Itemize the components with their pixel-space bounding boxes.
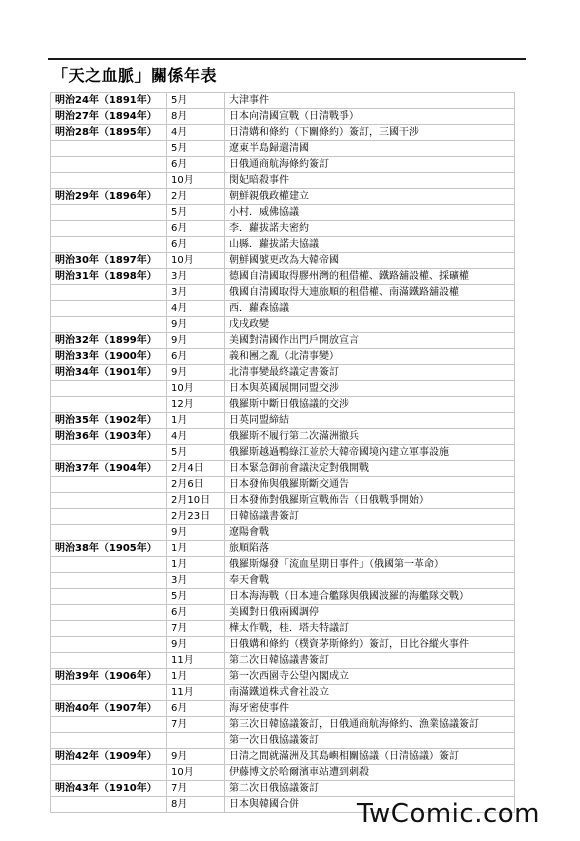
year-cell: 明治38年（1905年） [51, 541, 167, 557]
year-cell: 明治39年（1906年） [51, 669, 167, 685]
year-cell [51, 205, 167, 221]
table-row [51, 525, 515, 541]
month-cell: 6月 [167, 605, 225, 621]
table-row [51, 349, 515, 365]
month-cell [167, 733, 225, 749]
year-cell [51, 525, 167, 541]
event-cell: 日清之間就滿洲及其島嶼相關協議（日清協議）簽訂 [225, 749, 515, 765]
year-cell: 明治40年（1907年） [51, 701, 167, 717]
month-cell: 5月 [167, 141, 225, 157]
year-cell: 明治30年（1897年） [51, 253, 167, 269]
year-cell [51, 477, 167, 493]
table-row [51, 253, 515, 269]
month-cell: 10月 [167, 253, 225, 269]
month-cell: 5月 [167, 205, 225, 221]
year-cell [51, 141, 167, 157]
year-cell: 明治37年（1904年） [51, 461, 167, 477]
event-cell: 德國自清國取得膠州灣的租借權、鐵路舖設權、採礦權 [225, 269, 515, 285]
table-row [51, 269, 515, 285]
table-row [51, 397, 515, 413]
table-row [51, 221, 515, 237]
year-cell [51, 797, 167, 813]
month-cell: 8月 [167, 109, 225, 125]
year-cell [51, 381, 167, 397]
year-cell: 明治43年（1910年） [51, 781, 167, 797]
event-cell: 日本向清國宣戰（日清戰爭） [225, 109, 515, 125]
event-cell: 俄羅斯不履行第二次滿洲撤兵 [225, 429, 515, 445]
year-cell: 明治33年（1900年） [51, 349, 167, 365]
event-cell: 西．蘿森協議 [225, 301, 515, 317]
month-cell: 8月 [167, 797, 225, 813]
event-cell: 朝鮮國號更改為大韓帝國 [225, 253, 515, 269]
event-cell: 日本發佈與俄羅斯斷交通告 [225, 477, 515, 493]
year-cell [51, 685, 167, 701]
table-row [51, 765, 515, 781]
month-cell: 2月4日 [167, 461, 225, 477]
month-cell: 9月 [167, 749, 225, 765]
event-cell: 小村．威佛協議 [225, 205, 515, 221]
event-cell: 大津事件 [225, 93, 515, 109]
table-row [51, 541, 515, 557]
event-cell: 朝鮮親俄政權建立 [225, 189, 515, 205]
table-row [51, 365, 515, 381]
month-cell: 4月 [167, 429, 225, 445]
table-row [51, 301, 515, 317]
month-cell: 2月10日 [167, 493, 225, 509]
year-cell [51, 157, 167, 173]
month-cell: 1月 [167, 669, 225, 685]
year-cell: 明治27年（1894年） [51, 109, 167, 125]
year-cell [51, 173, 167, 189]
month-cell: 9月 [167, 365, 225, 381]
month-cell: 9月 [167, 637, 225, 653]
event-cell: 義和團之亂（北清事變） [225, 349, 515, 365]
table-row [51, 733, 515, 749]
month-cell: 9月 [167, 317, 225, 333]
event-cell: 日本與韓國合併 [225, 797, 515, 813]
table-row [51, 605, 515, 621]
event-cell: 日本海海戰（日本連合艦隊與俄國波羅的海艦隊交戰） [225, 589, 515, 605]
event-cell: 伊藤博文於哈爾濱車站遭到刺殺 [225, 765, 515, 781]
year-cell [51, 765, 167, 781]
table-row [51, 205, 515, 221]
year-cell [51, 397, 167, 413]
month-cell: 7月 [167, 781, 225, 797]
event-cell: 日英同盟締結 [225, 413, 515, 429]
year-cell [51, 221, 167, 237]
month-cell: 3月 [167, 573, 225, 589]
month-cell: 2月23日 [167, 509, 225, 525]
year-cell [51, 493, 167, 509]
month-cell: 7月 [167, 621, 225, 637]
table-row [51, 717, 515, 733]
event-cell: 遼陽會戰 [225, 525, 515, 541]
year-cell [51, 509, 167, 525]
month-cell: 11月 [167, 653, 225, 669]
event-cell: 日本發佈對俄羅斯宣戰佈告（日俄戰爭開始） [225, 493, 515, 509]
table-row [51, 429, 515, 445]
table-row [51, 317, 515, 333]
month-cell: 1月 [167, 541, 225, 557]
year-cell [51, 573, 167, 589]
event-cell: 南滿鐵道株式會社設立 [225, 685, 515, 701]
month-cell: 2月6日 [167, 477, 225, 493]
event-cell: 俄羅斯越過鴨綠江並於大韓帝國境內建立軍事設施 [225, 445, 515, 461]
year-cell: 明治28年（1895年） [51, 125, 167, 141]
event-cell: 第一次日俄協議簽訂 [225, 733, 515, 749]
event-cell: 第二次日俄協議簽訂 [225, 781, 515, 797]
event-cell: 海牙密使事件 [225, 701, 515, 717]
table-row [51, 637, 515, 653]
year-cell [51, 317, 167, 333]
event-cell: 俄國自清國取得大連旅順的租借權、南滿鐵路舖設權 [225, 285, 515, 301]
year-cell: 明治42年（1909年） [51, 749, 167, 765]
event-cell: 樺太作戰，桂．塔夫特議訂 [225, 621, 515, 637]
table-row [51, 125, 515, 141]
table-row [51, 93, 515, 109]
event-cell: 戊戌政變 [225, 317, 515, 333]
event-cell: 第二次日韓協議書簽訂 [225, 653, 515, 669]
table-row [51, 493, 515, 509]
year-cell [51, 621, 167, 637]
page-title: 「天之血脈」關係年表 [52, 66, 218, 85]
event-cell: 遼東半島歸還清國 [225, 141, 515, 157]
year-cell: 明治35年（1902年） [51, 413, 167, 429]
month-cell: 5月 [167, 445, 225, 461]
table-row [51, 445, 515, 461]
timeline-table [50, 92, 515, 813]
year-cell [51, 301, 167, 317]
event-cell: 美國對日俄兩國調停 [225, 605, 515, 621]
year-cell [51, 653, 167, 669]
month-cell: 10月 [167, 381, 225, 397]
event-cell: 日本緊急御前會議決定對俄開戰 [225, 461, 515, 477]
month-cell: 6月 [167, 221, 225, 237]
month-cell: 6月 [167, 349, 225, 365]
event-cell: 俄羅斯中斷日俄協議的交涉 [225, 397, 515, 413]
year-cell [51, 589, 167, 605]
table-row [51, 189, 515, 205]
month-cell: 4月 [167, 125, 225, 141]
year-cell [51, 733, 167, 749]
event-cell: 日韓協議書簽訂 [225, 509, 515, 525]
year-cell [51, 285, 167, 301]
month-cell: 9月 [167, 525, 225, 541]
year-cell: 明治29年（1896年） [51, 189, 167, 205]
month-cell: 5月 [167, 589, 225, 605]
month-cell: 2月 [167, 189, 225, 205]
table-row [51, 173, 515, 189]
site-watermark: TwComic.com [356, 799, 540, 829]
table-row [51, 589, 515, 605]
event-cell: 旅順陷落 [225, 541, 515, 557]
event-cell: 第三次日韓協議簽訂，日俄通商航海條約、漁業協議簽訂 [225, 717, 515, 733]
table-row [51, 109, 515, 125]
event-cell: 北清事變最終議定書簽訂 [225, 365, 515, 381]
event-cell: 奉天會戰 [225, 573, 515, 589]
table-row [51, 749, 515, 765]
event-cell: 第一次西園寺公望內閣成立 [225, 669, 515, 685]
table-row [51, 141, 515, 157]
month-cell: 11月 [167, 685, 225, 701]
month-cell: 1月 [167, 557, 225, 573]
title-rule [48, 58, 526, 60]
event-cell: 日清媾和條約（下關條約）簽訂，三國干涉 [225, 125, 515, 141]
month-cell: 1月 [167, 413, 225, 429]
month-cell: 12月 [167, 397, 225, 413]
table-row [51, 157, 515, 173]
table-row [51, 381, 515, 397]
table-row [51, 701, 515, 717]
year-cell [51, 637, 167, 653]
month-cell: 3月 [167, 269, 225, 285]
year-cell: 明治34年（1901年） [51, 365, 167, 381]
table-row [51, 685, 515, 701]
year-cell [51, 717, 167, 733]
event-cell: 日俄通商航海條約簽訂 [225, 157, 515, 173]
event-cell: 俄羅斯爆發「流血星期日事件」（俄國第一革命） [225, 557, 515, 573]
timeline-body [51, 93, 515, 813]
event-cell: 李．蘿拔諾夫密約 [225, 221, 515, 237]
year-cell [51, 237, 167, 253]
month-cell: 9月 [167, 333, 225, 349]
table-row [51, 461, 515, 477]
year-cell: 明治36年（1903年） [51, 429, 167, 445]
year-cell: 明治31年（1898年） [51, 269, 167, 285]
table-row [51, 333, 515, 349]
event-cell: 日本與英國展開同盟交涉 [225, 381, 515, 397]
year-cell: 明治32年（1899年） [51, 333, 167, 349]
table-row [51, 477, 515, 493]
event-cell: 美國對清國作出門戶開放宣言 [225, 333, 515, 349]
month-cell: 3月 [167, 285, 225, 301]
table-row [51, 509, 515, 525]
month-cell: 6月 [167, 157, 225, 173]
month-cell: 6月 [167, 237, 225, 253]
table-row [51, 653, 515, 669]
table-row [51, 557, 515, 573]
year-cell [51, 445, 167, 461]
table-row [51, 237, 515, 253]
month-cell: 5月 [167, 93, 225, 109]
table-row [51, 669, 515, 685]
year-cell: 明治24年（1891年） [51, 93, 167, 109]
month-cell: 10月 [167, 765, 225, 781]
table-row [51, 781, 515, 797]
month-cell: 10月 [167, 173, 225, 189]
year-cell [51, 605, 167, 621]
event-cell: 日俄媾和條約（樸資茅斯條約）簽訂，日比谷縱火事件 [225, 637, 515, 653]
month-cell: 4月 [167, 301, 225, 317]
table-row [51, 573, 515, 589]
table-row [51, 285, 515, 301]
month-cell: 6月 [167, 701, 225, 717]
table-row [51, 621, 515, 637]
event-cell: 閔妃暗殺事件 [225, 173, 515, 189]
month-cell: 7月 [167, 717, 225, 733]
event-cell: 山縣．蘿拔諾夫協議 [225, 237, 515, 253]
table-row [51, 413, 515, 429]
year-cell [51, 557, 167, 573]
